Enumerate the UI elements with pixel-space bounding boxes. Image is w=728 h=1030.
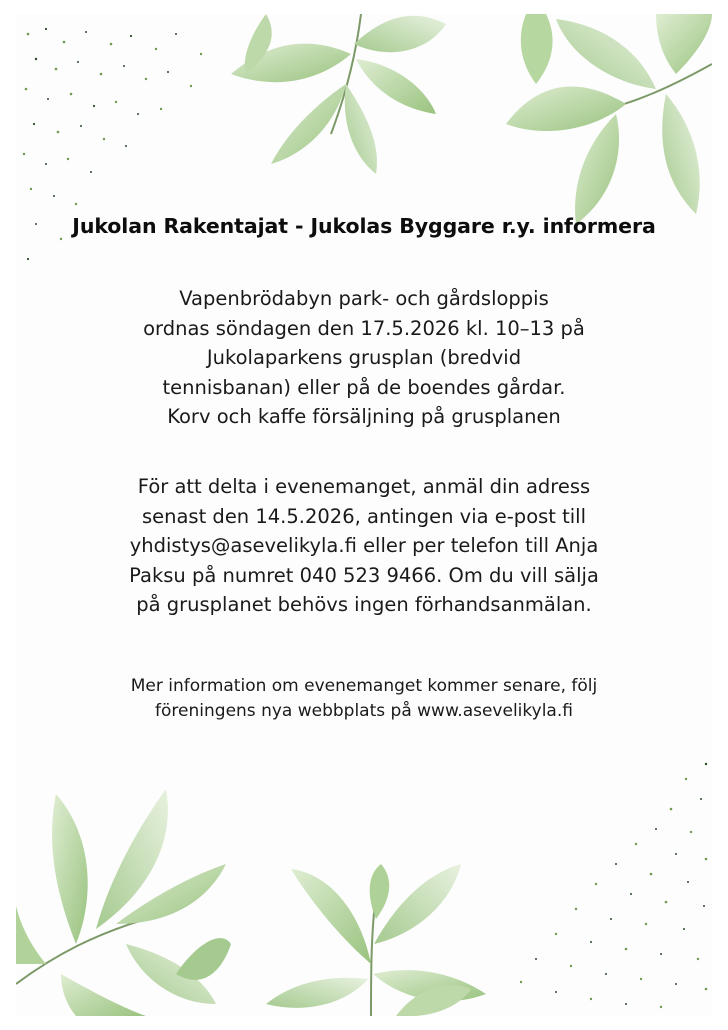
announcement-paragraph xyxy=(16,284,712,432)
paragraph-line: ordnas söndagen den 17.5.2026 kl. 10–13 på xyxy=(143,316,585,340)
paragraph-line: föreningens nya webbplats på www.asevelikyla.fi xyxy=(155,701,573,721)
paragraph-line: senast den 14.5.2026, antingen via e-post till xyxy=(141,504,587,528)
leaf-branch-top-right xyxy=(506,14,712,224)
flyer-title: Jukolan Rakentajat - Jukolas Byggare r.y. informera xyxy=(72,214,656,238)
paragraph-line: yhdistys@asevelikyla.fi eller per telefon till Anja xyxy=(129,534,599,557)
dot-scatter-bottom-right xyxy=(520,763,708,1008)
more-info-paragraph xyxy=(16,674,712,724)
paragraph-line: För att delta i evenemanget, anmäl din adress xyxy=(137,475,591,498)
paragraph-line: tennisbanan) eller på de boendes gårdar. xyxy=(162,375,566,399)
paragraph-line: på grusplanet behövs ingen förhandsanmälan. xyxy=(136,593,592,616)
paragraph-line: Korv och kaffe försäljning på grusplanen xyxy=(167,405,561,428)
leaf-branch-bottom-center xyxy=(266,864,486,1016)
leaf-branch-bottom-left xyxy=(16,789,231,1016)
paragraph-line: Mer information om evenemanget kommer senare, följ xyxy=(130,676,598,696)
registration-paragraph xyxy=(16,472,712,620)
paragraph-line: Paksu på numret 040 523 9466. Om du vill sälja xyxy=(129,563,599,587)
flyer-page xyxy=(16,14,712,1016)
paragraph-line: Vapenbrödabyn park- och gårdsloppis xyxy=(179,287,549,310)
paragraph-line: Jukolaparkens grusplan (bredvid xyxy=(206,346,522,369)
leaf-branch-top-center xyxy=(231,14,446,174)
